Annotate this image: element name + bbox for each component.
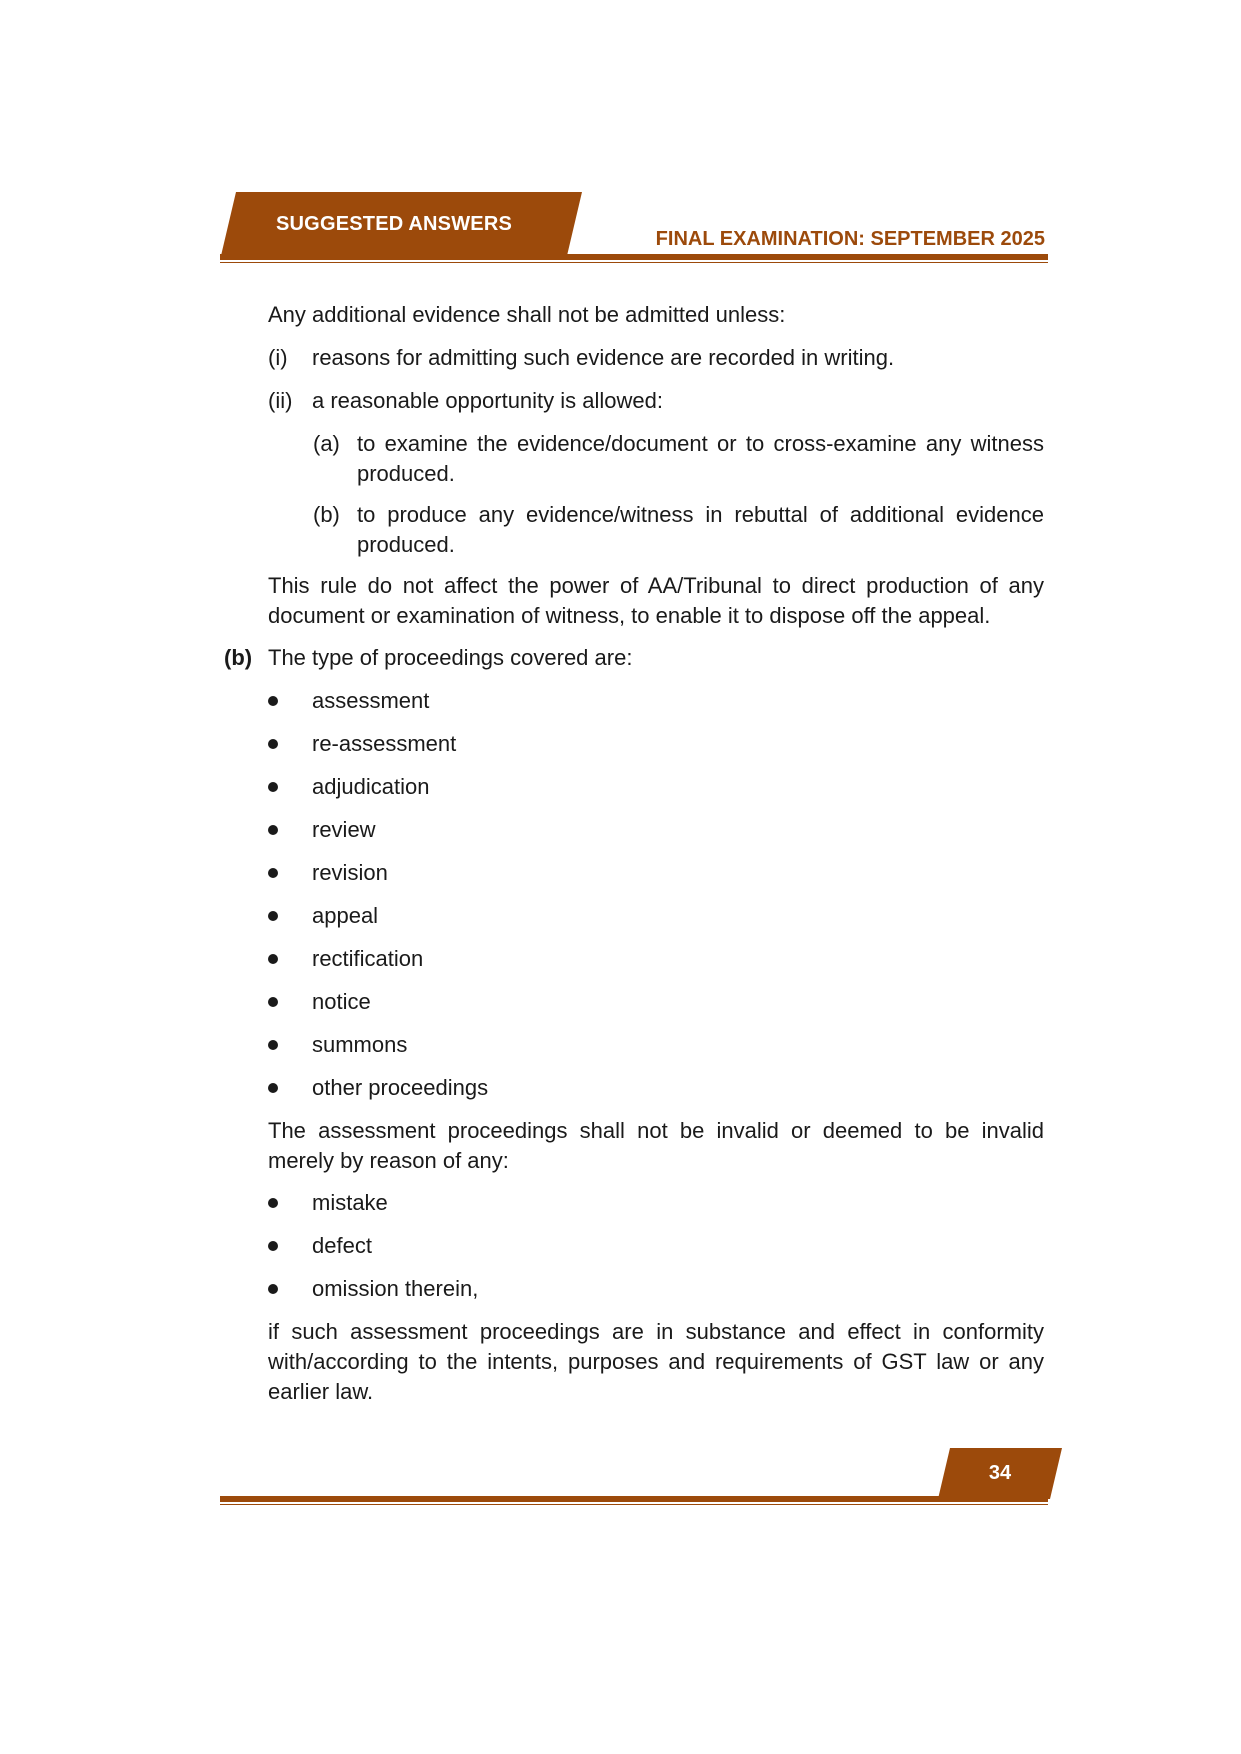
list-item: adjudication (312, 774, 430, 799)
list-item: re-assessment (312, 731, 457, 756)
list-item: notice (312, 989, 371, 1014)
sub-condition-marker: (b) (313, 502, 340, 527)
bullet-icon (268, 1284, 278, 1294)
header-rule (220, 254, 1048, 260)
footer-rule (220, 1496, 1048, 1502)
intro-text: Any additional evidence shall not be admitted unless: (268, 302, 786, 327)
list-item: omission therein, (312, 1276, 479, 1301)
header-tab-label: SUGGESTED ANSWERS (276, 213, 513, 235)
sub-condition-text: to examine the evidence/document or to cross-examine any witness produced. (357, 431, 1044, 486)
footer-rule-thin (220, 1504, 1048, 1505)
list-item: appeal (312, 903, 379, 928)
bullet-icon (268, 739, 278, 749)
bullet-icon (268, 696, 278, 706)
bullet-icon (268, 825, 278, 835)
bullet-icon (268, 1040, 278, 1050)
exam-title: FINAL EXAMINATION: SEPTEMBER 2025 (655, 228, 1045, 250)
condition-text: a reasonable opportunity is allowed: (312, 388, 664, 413)
sub-condition-marker: (a) (313, 431, 340, 456)
sub-condition-text: to produce any evidence/witness in rebuttal of additional evidence produced. (357, 502, 1044, 557)
list-item: defect (312, 1233, 372, 1258)
header-rule-thin (220, 262, 1048, 263)
conclusion: if such assessment proceedings are in substance and effect in conformity with/according to the intents, purposes and requirements of GST law or any earlier law. (268, 1319, 1044, 1404)
validity-intro: The assessment proceedings shall not be invalid or deemed to be invalid merely by reason of any: (268, 1118, 1044, 1173)
condition-marker: (i) (268, 345, 288, 370)
list-item: other proceedings (312, 1075, 489, 1100)
list-item: mistake (312, 1190, 388, 1215)
bullet-icon (268, 1198, 278, 1208)
rule-note: This rule do not affect the power of AA/Tribunal to direct production of any document or examination of witness, to enable it to dispose off the appeal. (268, 573, 1044, 628)
bullet-icon (268, 997, 278, 1007)
bullet-icon (268, 1241, 278, 1251)
bullet-icon (268, 911, 278, 921)
bullet-icon (268, 868, 278, 878)
part-b-marker: (b) (224, 645, 253, 670)
part-b-intro: The type of proceedings covered are: (268, 645, 633, 670)
list-item: summons (312, 1032, 408, 1057)
list-item: rectification (312, 946, 424, 971)
bullet-icon (268, 954, 278, 964)
condition-text: reasons for admitting such evidence are recorded in writing. (312, 345, 895, 370)
condition-marker: (ii) (268, 388, 293, 413)
list-item: revision (312, 860, 388, 885)
bullet-icon (268, 782, 278, 792)
list-item: review (312, 817, 376, 842)
page-number: 34 (988, 1462, 1012, 1484)
bullet-icon (268, 1083, 278, 1093)
list-item: assessment (312, 688, 430, 713)
